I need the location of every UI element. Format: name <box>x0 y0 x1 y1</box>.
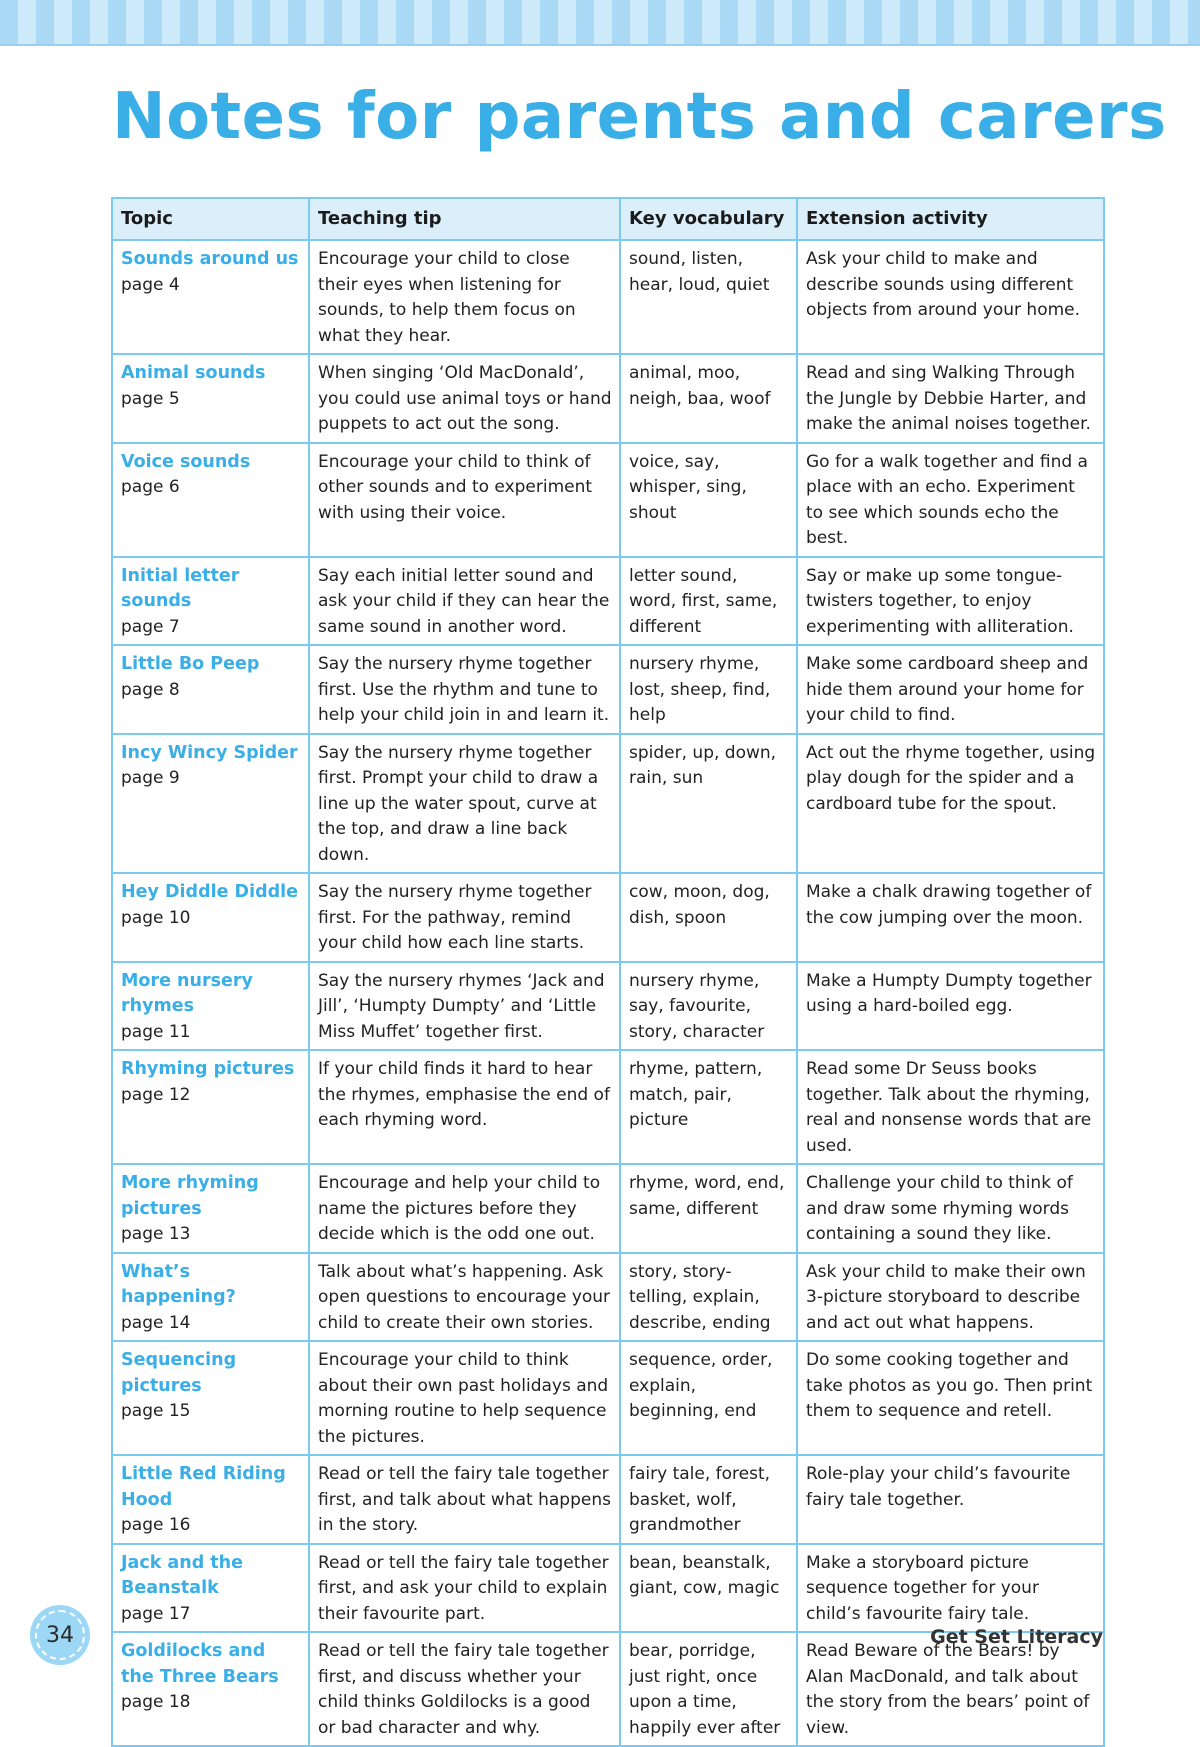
extension-activity-cell: Act out the rhyme together, using play dough for the spider and a cardboard tube for the spout. <box>797 734 1104 874</box>
topic-cell <box>112 962 309 1051</box>
teaching-tip-cell: Encourage your child to close their eyes when listening for sounds, to help them focus on what they hear. <box>309 240 620 354</box>
extension-activity-cell: Make a Humpty Dumpty together using a hard-boiled egg. <box>797 962 1104 1051</box>
key-vocabulary-cell: sequence, order, explain, beginning, end <box>620 1341 797 1455</box>
teaching-tip-cell: Read or tell the fairy tale together first, and discuss whether your child thinks Goldilocks is a good or bad character and why. <box>309 1632 620 1746</box>
extension-activity-cell: Make a storyboard picture sequence together for your child’s favourite fairy tale. <box>797 1544 1104 1633</box>
topic-name: Goldilocks and the Three Bears <box>121 1641 279 1687</box>
key-vocabulary-cell: rhyme, word, end, same, different <box>620 1164 797 1253</box>
page-number-badge <box>30 1605 90 1665</box>
teaching-tip-cell: Encourage your child to think about their own past holidays and morning routine to help sequence the pictures. <box>309 1341 620 1455</box>
key-vocabulary-cell: letter sound, word, first, same, different <box>620 557 797 646</box>
teaching-tip-cell: Say the nursery rhyme together first. For the pathway, remind your child how each line starts. <box>309 873 620 962</box>
topic-name: Sequencing pictures <box>121 1350 237 1396</box>
topic-page-ref: page 13 <box>121 1224 191 1244</box>
key-vocabulary-cell: sound, listen, hear, loud, quiet <box>620 240 797 354</box>
extension-activity-cell: Ask your child to make their own 3-picture storyboard to describe and act out what happens. <box>797 1253 1104 1342</box>
topic-name: What’s happening? <box>121 1261 236 1307</box>
teaching-tip-cell: Encourage and help your child to name the pictures before they decide which is the odd one out. <box>309 1164 620 1253</box>
topic-name: Animal sounds <box>121 363 266 383</box>
topic-cell <box>112 734 309 874</box>
extension-activity-cell: Read some Dr Seuss books together. Talk about the rhyming, real and nonsense words that are used. <box>797 1050 1104 1164</box>
table-row <box>112 240 1104 354</box>
key-vocabulary-cell: voice, say, whisper, sing, shout <box>620 443 797 557</box>
table-row <box>112 734 1104 874</box>
topic-page-ref: page 6 <box>121 477 180 497</box>
teaching-tip-cell: Say the nursery rhyme together first. Prompt your child to draw a line up the water spout, curve at the top, and draw a line back down. <box>309 734 620 874</box>
key-vocabulary-cell: cow, moon, dog, dish, spoon <box>620 873 797 962</box>
table-row <box>112 962 1104 1051</box>
table-row <box>112 443 1104 557</box>
topic-page-ref: page 17 <box>121 1603 191 1624</box>
key-vocabulary-cell: fairy tale, forest, basket, wolf, grandmother <box>620 1455 797 1544</box>
key-vocabulary-cell: rhyme, pattern, match, pair, picture <box>620 1050 797 1164</box>
table-row <box>112 354 1104 443</box>
table-row <box>112 1050 1104 1164</box>
key-vocabulary-cell: bear, porridge, just right, once upon a time, happily ever after <box>620 1632 797 1746</box>
topic-page-ref: page 15 <box>121 1401 191 1421</box>
table-row <box>112 557 1104 646</box>
teaching-tip-cell: Say each initial letter sound and ask your child if they can hear the same sound in another word. <box>309 557 620 646</box>
topic-name: Little Bo Peep <box>121 654 260 674</box>
table-row <box>112 645 1104 734</box>
table-row <box>112 1341 1104 1455</box>
topic-cell <box>112 645 309 734</box>
topic-name: Little Red Riding Hood <box>121 1464 286 1510</box>
topic-name: Hey Diddle Diddle <box>121 882 298 902</box>
header-teaching-tip: Teaching tip <box>309 198 620 240</box>
topic-page-ref: page 9 <box>121 768 180 788</box>
series-brand: Get Set Literacy <box>930 1626 1103 1648</box>
topic-page-ref: page 16 <box>121 1515 191 1535</box>
topic-page-ref: page 14 <box>121 1312 191 1333</box>
key-vocabulary-cell: spider, up, down, rain, sun <box>620 734 797 874</box>
key-vocabulary-cell: animal, moo, neigh, baa, woof <box>620 354 797 443</box>
key-vocabulary-cell: nursery rhyme, lost, sheep, find, help <box>620 645 797 734</box>
page-title: Notes for parents and carers <box>112 80 1167 154</box>
topic-name: More nursery rhymes <box>121 970 253 1016</box>
topic-page-ref: page 11 <box>121 1021 191 1042</box>
topic-page-ref: page 18 <box>121 1692 191 1712</box>
teaching-tip-cell: Say the nursery rhymes ‘Jack and Jill’, ‘Humpty Dumpty’ and ‘Little Miss Muffet’ together first. <box>309 962 620 1051</box>
topic-page-ref: page 12 <box>121 1084 191 1105</box>
topic-name: Voice sounds <box>121 451 251 472</box>
table-row <box>112 1632 1104 1746</box>
extension-activity-cell: Make a chalk drawing together of the cow jumping over the moon. <box>797 873 1104 962</box>
extension-activity-cell: Say or make up some tongue-twisters together, to enjoy experimenting with alliteration. <box>797 557 1104 646</box>
teaching-tip-cell: If your child finds it hard to hear the rhymes, emphasise the end of each rhyming word. <box>309 1050 620 1164</box>
header-topic: Topic <box>112 198 309 240</box>
topic-cell <box>112 443 309 557</box>
topic-cell <box>112 354 309 443</box>
page-number: 34 <box>46 1622 74 1648</box>
table-row <box>112 1455 1104 1544</box>
topic-cell <box>112 1341 309 1455</box>
topic-name: More rhyming pictures <box>121 1173 259 1219</box>
key-vocabulary-cell: story, story-telling, explain, describe, ending <box>620 1253 797 1342</box>
topic-name: Rhyming pictures <box>121 1059 295 1079</box>
topic-cell <box>112 1164 309 1253</box>
topic-cell <box>112 240 309 354</box>
table-row <box>112 1164 1104 1253</box>
topic-cell <box>112 1632 309 1746</box>
teaching-tip-cell: Say the nursery rhyme together first. Use the rhythm and tune to help your child join in and learn it. <box>309 645 620 734</box>
topic-page-ref: page 10 <box>121 907 191 928</box>
key-vocabulary-cell: bean, beanstalk, giant, cow, magic <box>620 1544 797 1633</box>
extension-activity-cell: Read and sing Walking Through the Jungle by Debbie Harter, and make the animal noises together. <box>797 354 1104 443</box>
topic-cell <box>112 557 309 646</box>
topic-name: Initial letter sounds <box>121 565 240 611</box>
extension-activity-cell: Challenge your child to think of and draw some rhyming words containing a sound they like. <box>797 1164 1104 1253</box>
topic-name: Sounds around us <box>121 249 299 269</box>
topic-cell <box>112 1050 309 1164</box>
topic-page-ref: page 5 <box>121 388 180 409</box>
topic-page-ref: page 4 <box>121 274 180 295</box>
extension-activity-cell: Read Beware of the Bears! by Alan MacDonald, and talk about the story from the bears’ point of view. <box>797 1632 1104 1746</box>
header-key-vocabulary: Key vocabulary <box>620 198 797 240</box>
topic-name: Jack and the Beanstalk <box>121 1552 244 1598</box>
teaching-tip-cell: Read or tell the fairy tale together first, and ask your child to explain their favourite part. <box>309 1544 620 1633</box>
topic-cell <box>112 1544 309 1633</box>
header-extension-activity: Extension activity <box>797 198 1104 240</box>
topic-page-ref: page 7 <box>121 616 180 637</box>
teaching-tip-cell: Read or tell the fairy tale together first, and talk about what happens in the story. <box>309 1455 620 1544</box>
topic-cell <box>112 1253 309 1342</box>
extension-activity-cell: Role-play your child’s favourite fairy tale together. <box>797 1455 1104 1544</box>
topic-page-ref: page 8 <box>121 679 180 700</box>
decorative-stripe-bar <box>0 0 1200 46</box>
extension-activity-cell: Make some cardboard sheep and hide them around your home for your child to find. <box>797 645 1104 734</box>
key-vocabulary-cell: nursery rhyme, say, favourite, story, character <box>620 962 797 1051</box>
notes-table <box>111 197 1105 1747</box>
extension-activity-cell: Ask your child to make and describe sounds using different objects from around your home. <box>797 240 1104 354</box>
topic-name: Incy Wincy Spider <box>121 742 298 763</box>
table-row <box>112 1544 1104 1633</box>
extension-activity-cell: Do some cooking together and take photos as you go. Then print them to sequence and retell. <box>797 1341 1104 1455</box>
table-body <box>112 240 1104 1746</box>
teaching-tip-cell: When singing ‘Old MacDonald’, you could use animal toys or hand puppets to act out the song. <box>309 354 620 443</box>
table-header-row <box>112 198 1104 240</box>
table-row <box>112 1253 1104 1342</box>
extension-activity-cell: Go for a walk together and find a place with an echo. Experiment to see which sounds echo the best. <box>797 443 1104 557</box>
teaching-tip-cell: Encourage your child to think of other sounds and to experiment with using their voice. <box>309 443 620 557</box>
table-row <box>112 873 1104 962</box>
topic-cell <box>112 1455 309 1544</box>
topic-cell <box>112 873 309 962</box>
teaching-tip-cell: Talk about what’s happening. Ask open questions to encourage your child to create their own stories. <box>309 1253 620 1342</box>
